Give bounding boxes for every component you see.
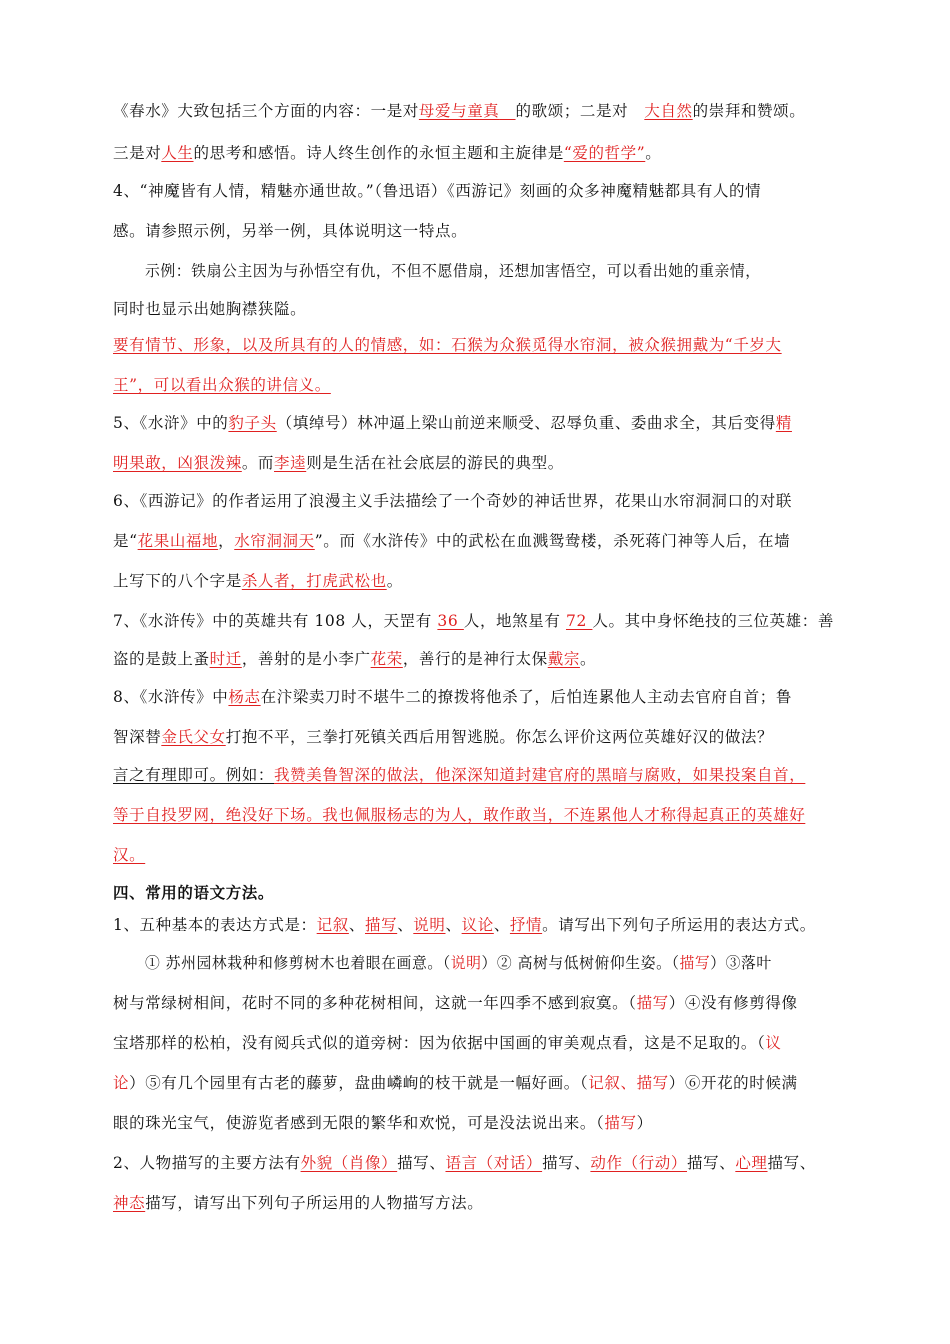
answer-text: 外貌（肖像） <box>300 1154 398 1172</box>
answer-text: 金氏父女 <box>161 728 226 746</box>
answer-text: 议 <box>765 1034 782 1052</box>
text-line <box>113 452 838 474</box>
answer-text: 描写 <box>364 916 398 934</box>
answer-text: 论 <box>113 1074 130 1092</box>
answer-text: 记叙、描写 <box>588 1074 669 1092</box>
body-text: ）④没有修剪得像 <box>668 994 798 1012</box>
body-text: ”。而《水浒传》中的武松在血溅鸳鸯楼，杀死蒋门神等人后，在墙 <box>314 532 791 550</box>
answer-text: 36 <box>437 612 464 630</box>
answer-text: 语言（对话） <box>445 1154 543 1172</box>
text-line <box>145 952 838 974</box>
body-text: 描写、 <box>397 1154 446 1172</box>
answer-text: 花荣 <box>370 650 403 668</box>
text-line <box>113 570 838 592</box>
body-text: 描写、 <box>542 1154 591 1172</box>
text-line <box>113 610 838 632</box>
answer-text: 等于自投罗网，绝没好下场。我也佩服杨志的为人，敢作敢当，不连累他人才称得起真正的英雄好 <box>113 806 806 824</box>
body-text: 1、五种基本的表达方式是： <box>113 916 317 934</box>
body-text: ， <box>218 532 235 550</box>
answer-text: 记叙 <box>316 916 349 934</box>
text-line <box>113 530 838 552</box>
answer-text: 人生 <box>161 144 194 162</box>
answer-text: 杀人者，打虎武松也 <box>241 572 387 590</box>
body-text: 的歌颂；二是对 <box>515 102 645 120</box>
body-text: 盗的是鼓上蚤 <box>113 650 210 668</box>
text-line <box>145 260 838 282</box>
body-text: 、 <box>493 916 510 934</box>
text-line <box>113 844 838 866</box>
body-text: 人，地煞星有 <box>463 612 566 630</box>
body-text: 打抱不平，三拳打死镇关西后用智逃脱。你怎么评价这两位英雄好汉的做法？ <box>225 728 774 746</box>
text-line <box>113 686 838 708</box>
text-line <box>113 180 838 202</box>
text-line <box>113 648 838 670</box>
body-text: 上写下的八个字是 <box>113 572 242 590</box>
answer-text: 描写 <box>679 954 711 972</box>
body-text: 、 <box>445 916 462 934</box>
answer-text: 水帘洞洞天 <box>234 532 315 550</box>
text-line <box>113 1192 838 1214</box>
body-text: 8、《水浒传》中 <box>113 688 229 706</box>
body-text: 。而 <box>241 454 275 472</box>
answer-text: 要有情节、形象，以及所具有的人的情感，如：石猴为众猴觅得水帘洞，被众猴拥戴为“千岁大 <box>113 336 782 354</box>
body-text: 2、人物描写的主要方法有 <box>113 1154 301 1172</box>
body-text: ，善射的是小李广 <box>241 650 371 668</box>
answer-text: 说明 <box>413 916 446 934</box>
section-heading <box>113 882 838 904</box>
body-text: 描写，请写出下列句子所运用的人物描写方法。 <box>145 1194 484 1212</box>
text-line <box>113 1152 838 1174</box>
answer-text: 大自然 <box>644 102 693 120</box>
body-text: 四、常用的语文方法。 <box>113 884 275 902</box>
text-line <box>113 412 838 434</box>
text-line <box>113 726 838 748</box>
text-line <box>113 804 838 826</box>
answer-text: 豹子头 <box>228 414 277 432</box>
answer-text: 说明 <box>450 954 482 972</box>
body-text: 4、“神魔皆有人情，精魅亦通世故。”（鲁迅语）《西游记》刻画的众多神魔精魅都具有人的情 <box>113 182 762 200</box>
body-text: 描写、 <box>687 1154 736 1172</box>
text-line <box>113 374 838 396</box>
text-line <box>113 1032 838 1054</box>
body-text: 示例：铁扇公主因为与孙悟空有仇，不但不愿借扇，还想加害悟空，可以看出她的重亲情， <box>145 262 761 280</box>
body-text: 。请写出下列句子所运用的表达方式。 <box>542 916 816 934</box>
answer-text: 议论 <box>461 916 494 934</box>
answer-text: 我赞美鲁智深的做法，他深深知道封建官府的黑暗与腐败，如果投案自首， <box>274 766 806 784</box>
body-text: 、 <box>348 916 365 934</box>
body-text: ，善行的是神行太保 <box>402 650 548 668</box>
body-text: 感。请参照示例，另举一例，具体说明这一特点。 <box>113 222 468 240</box>
body-text: ）③落叶 <box>710 954 772 972</box>
body-text: ）⑤有几个园里有古老的藤萝，盘曲嶙峋的枝干就是一幅好画。（ <box>129 1074 589 1092</box>
answer-text: 时迁 <box>209 650 242 668</box>
body-text: 则是生活在社会底层的游民的典型。 <box>306 454 564 472</box>
answer-text: 抒情 <box>509 916 543 934</box>
answer-text: 戴宗 <box>547 650 580 668</box>
answer-text: 明果敢，凶狠泼辣 <box>113 454 242 472</box>
body-text: 《春水》大致包括三个方面的内容：一是对 <box>113 102 419 120</box>
body-text: 三是对 <box>113 144 162 162</box>
body-text: ① 苏州园林栽种和修剪树木也着眼在画意。（ <box>145 954 451 972</box>
answer-note: 言之有理即可。例如： <box>113 766 275 784</box>
text-line <box>113 142 838 164</box>
text-line <box>113 1072 838 1094</box>
text-line <box>113 100 838 122</box>
text-line <box>113 298 838 320</box>
body-text: 的崇拜和赞颂。 <box>692 102 806 120</box>
answer-text: 描写 <box>604 1114 637 1132</box>
text-line <box>113 764 838 786</box>
body-text: 宝塔那样的松柏，没有阅兵式似的道旁树：因为依据中国画的审美观点看，这是不足取的。（ <box>113 1034 766 1052</box>
body-text: 6、《西游记》的作者运用了浪漫主义手法描绘了一个奇妙的神话世界，花果山水帘洞洞口的对联 <box>113 492 792 510</box>
answer-text: 描写 <box>636 994 669 1012</box>
body-text: 5、《水浒》中的 <box>113 414 229 432</box>
answer-text: 花果山福地 <box>137 532 219 550</box>
body-text: ） <box>636 1114 653 1132</box>
text-line <box>113 334 838 356</box>
answer-text: 杨志 <box>228 688 261 706</box>
text-line <box>113 914 838 936</box>
body-text: 。 <box>386 572 403 590</box>
answer-text: 李逵 <box>274 454 307 472</box>
body-text: 树与常绿树相间，花时不同的多种花树相间，这就一年四季不感到寂寞。（ <box>113 994 637 1012</box>
answer-text: 汉。 <box>113 846 146 864</box>
body-text: 智深替 <box>113 728 162 746</box>
body-text: （填绰号）林冲逼上梁山前逆来顺受、忍辱负重、委曲求全，其后变得 <box>276 414 776 432</box>
text-line <box>113 1112 838 1134</box>
body-text: 的思考和感悟。诗人终生创作的永恒主题和主旋律是 <box>193 144 564 162</box>
answer-text: 72 <box>565 612 593 630</box>
body-text: 。 <box>579 650 597 668</box>
answer-text: “爱的哲学” <box>563 144 646 162</box>
text-line <box>113 490 838 512</box>
body-text: 在汴梁卖刀时不堪牛二的撩拨将他杀了，后怕连累他人主动去官府自首；鲁 <box>260 688 792 706</box>
body-text: ）② 高树与低树俯仰生姿。（ <box>481 954 680 972</box>
body-text: 人。其中身怀绝技的三位英雄：善 <box>592 612 834 630</box>
text-line <box>113 992 838 1014</box>
body-text: 。 <box>645 144 662 162</box>
body-text: 、 <box>397 916 414 934</box>
answer-text: 动作（行动） <box>590 1154 688 1172</box>
body-text: 描写、 <box>767 1154 816 1172</box>
body-text: 眼的珠光宝气，使游览者感到无限的繁华和欢悦，可是没法说出来。（ <box>113 1114 605 1132</box>
answer-text: 王”，可以看出众猴的讲信义。 <box>113 376 331 394</box>
answer-text: 心理 <box>735 1154 768 1172</box>
answer-text: 母爱与童真 <box>418 102 500 120</box>
body-text: 同时也显示出她胸襟狭隘。 <box>113 300 307 318</box>
answer-text <box>499 102 515 120</box>
answer-text: 精 <box>775 414 792 432</box>
answer-text: 神态 <box>113 1194 146 1212</box>
body-text: 是“ <box>113 532 138 550</box>
body-text: ）⑥开花的时候满 <box>668 1074 798 1092</box>
body-text: 7、《水浒传》中的英雄共有 108 人，天罡有 <box>113 612 438 630</box>
text-line <box>113 220 838 242</box>
